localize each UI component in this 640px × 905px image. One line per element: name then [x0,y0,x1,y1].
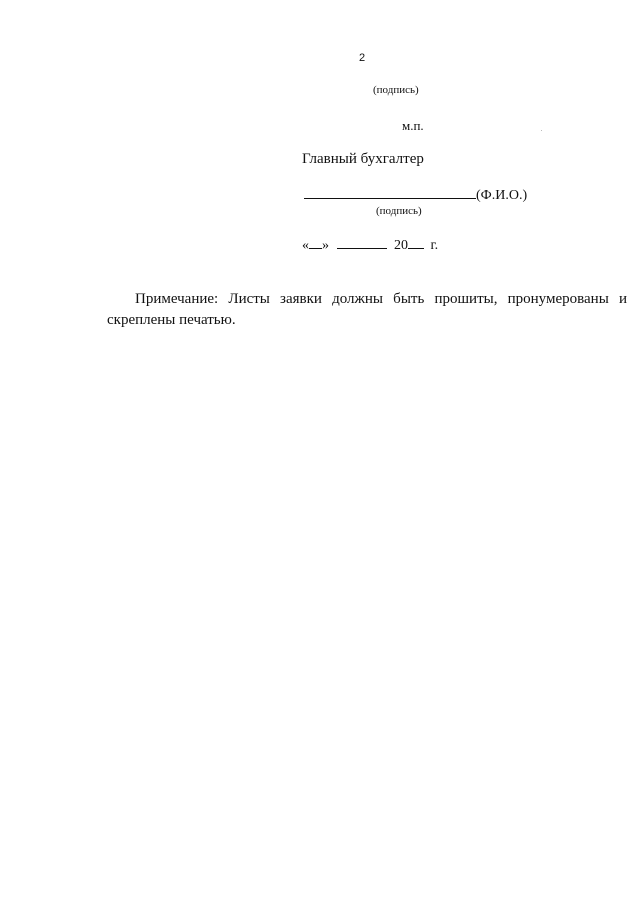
fio-label: (Ф.И.О.) [476,188,528,203]
signature-blank [304,186,476,199]
date-close-quote: » [322,238,329,253]
signature-caption: (подпись) [373,84,419,96]
date-open-quote: « [302,238,309,253]
signature-caption-2: (подпись) [376,205,422,217]
signature-line [304,186,527,204]
year-blank [408,236,424,249]
chief-accountant-title: Главный бухгалтер [302,151,424,167]
stamp-place-label: м.п. [402,118,424,133]
scan-speck [541,130,542,131]
page-number: 2 [359,52,366,64]
month-blank [337,236,387,249]
date-line [302,236,438,254]
day-blank [309,236,322,249]
note-paragraph: Примечание: Листы заявки должны быть прошиты, пронумерованы и скреплены печатью. [107,291,627,328]
year-prefix: 20 [394,238,408,253]
year-suffix: г. [430,238,439,253]
